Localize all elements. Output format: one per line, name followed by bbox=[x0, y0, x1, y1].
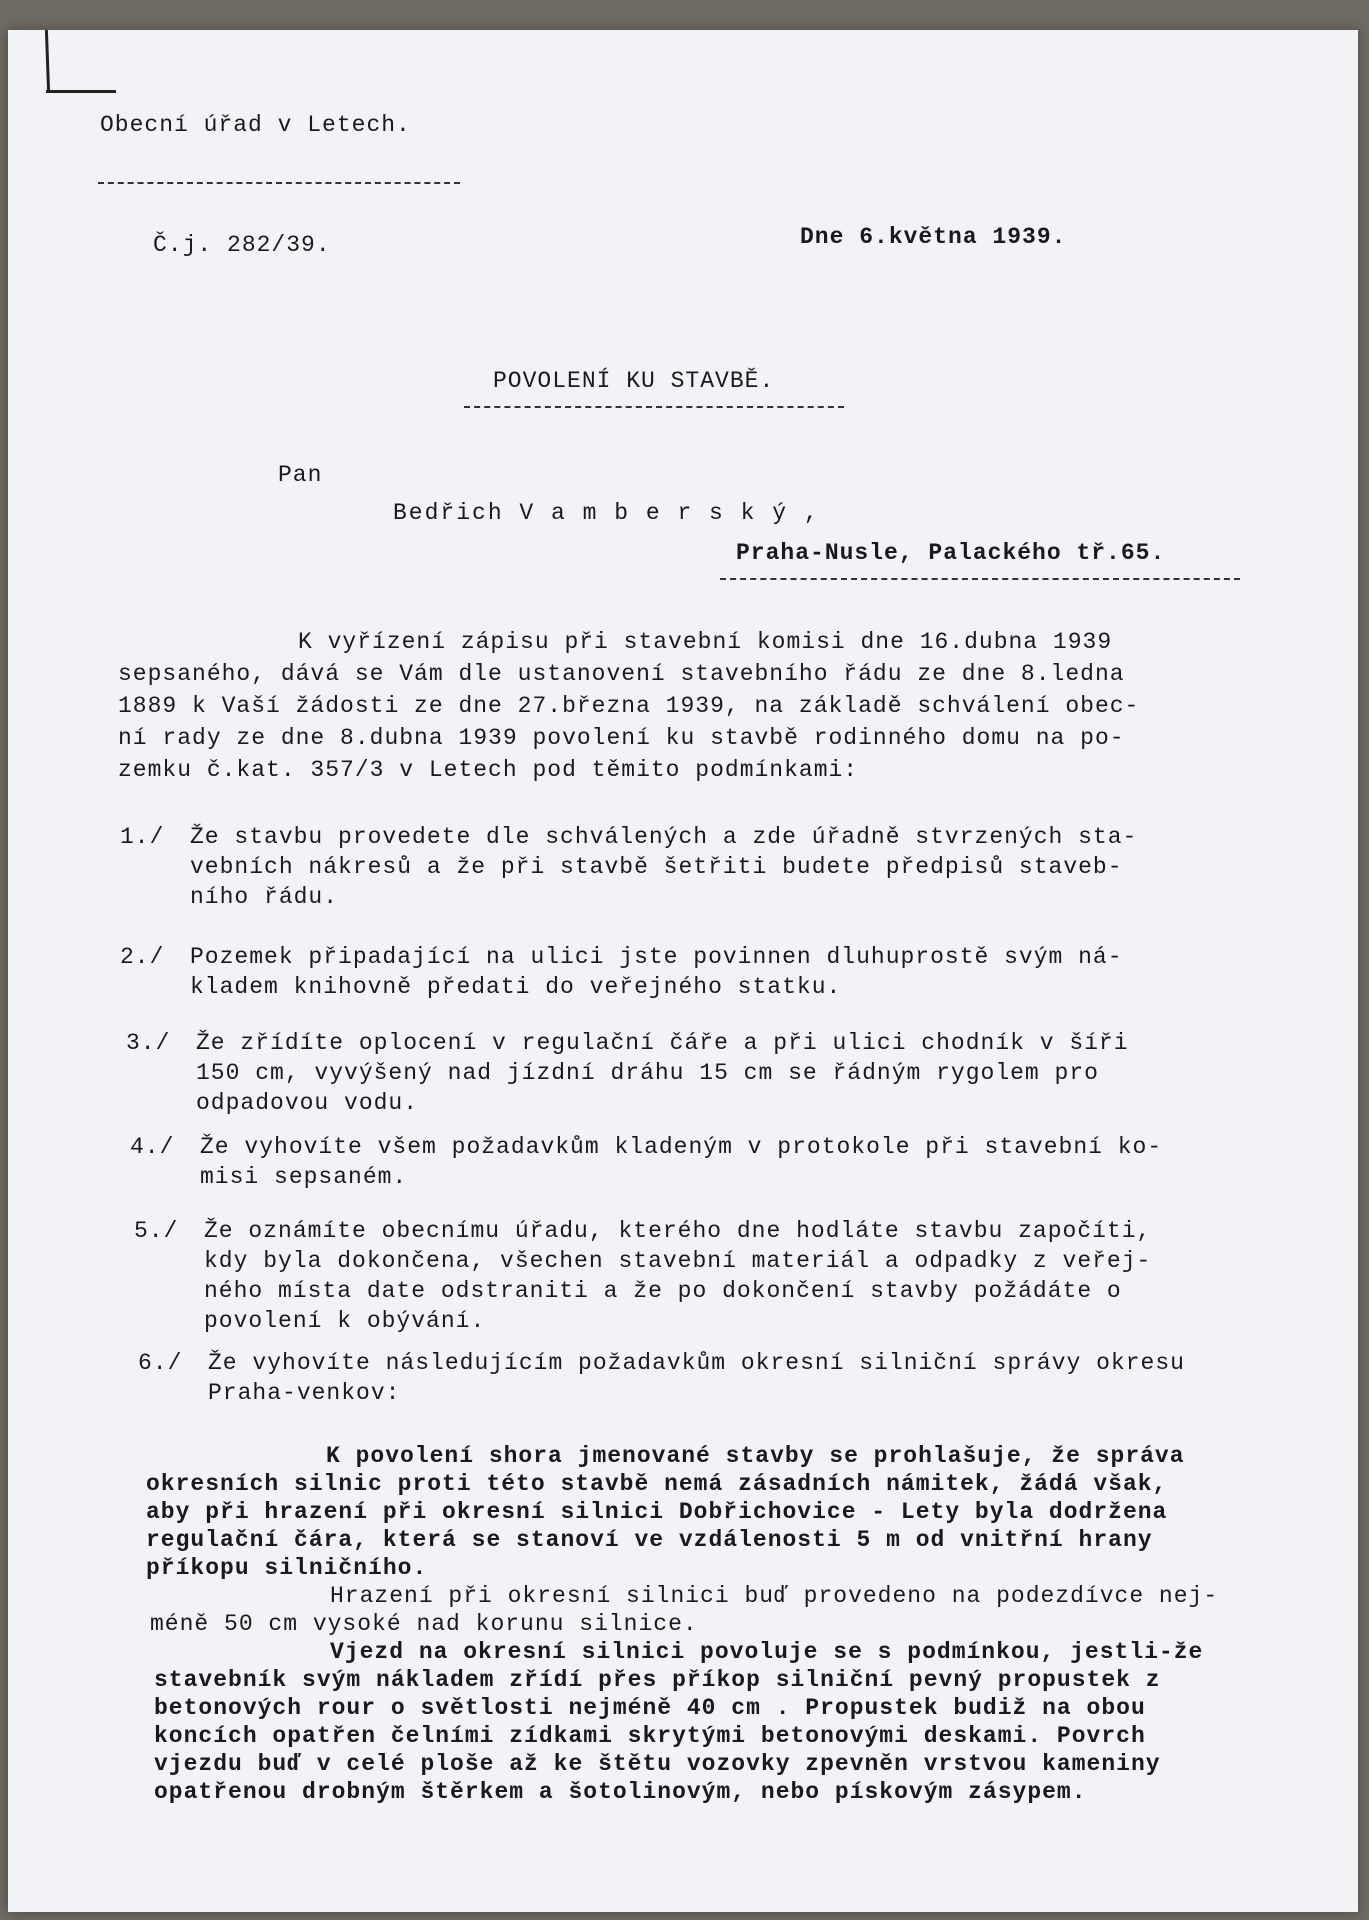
title-underline bbox=[464, 406, 844, 408]
condition-line: Praha-venkov: bbox=[208, 1380, 401, 1406]
handwritten-corner-mark bbox=[45, 30, 50, 92]
road-line: Hrazení při okresní silnici buď provedeno na podezdívce nej- bbox=[330, 1583, 1219, 1609]
condition-line: ního řádu. bbox=[190, 884, 339, 910]
road-line: aby při hrazení při okresní silnici Dobřichovice - Lety byla dodržena bbox=[146, 1499, 1168, 1525]
road-line: vjezdu buď v celé ploše až ke štětu vozovky zpevněn vrstvou kameniny bbox=[154, 1751, 1161, 1777]
condition-line: kladem knihovně předati do veřejného statku. bbox=[190, 974, 842, 1000]
handwritten-corner-mark-underline bbox=[46, 90, 116, 93]
condition-number: 4./ bbox=[130, 1134, 175, 1160]
condition-line: Že vyhovíte následujícím požadavkům okresní silniční správy okresu bbox=[208, 1350, 1185, 1376]
condition-line: odpadovou vodu. bbox=[196, 1090, 419, 1116]
road-line: K povolení shora jmenované stavby se prohlašuje, že správa bbox=[326, 1443, 1185, 1469]
office-underline bbox=[98, 182, 460, 184]
document-page bbox=[8, 30, 1358, 1912]
office-name: Obecní úřad v Letech. bbox=[100, 112, 411, 138]
document-title: POVOLENÍ KU STAVBĚ. bbox=[493, 368, 775, 394]
condition-line: 150 cm, vyvýšený nad jízdní dráhu 15 cm se řádným rygolem pro bbox=[196, 1060, 1099, 1086]
condition-line: povolení k obývání. bbox=[204, 1308, 486, 1334]
addressee-name: Bedřich V a m b e r s k ý , bbox=[393, 500, 820, 526]
road-line: okresních silnic proti této stavbě nemá zásadních námitek, žádá však, bbox=[146, 1471, 1168, 1497]
condition-number: 3./ bbox=[126, 1030, 171, 1056]
addressee-address: Praha-Nusle, Palackého tř.65. bbox=[736, 540, 1166, 566]
condition-line: vebních nákresů a že při stavbě šetřiti budete předpisů staveb- bbox=[190, 854, 1123, 880]
condition-line: Že oznámíte obecnímu úřadu, kterého dne hodláte stavbu započíti, bbox=[204, 1218, 1152, 1244]
road-line: méně 50 cm vysoké nad korunu silnice. bbox=[150, 1611, 698, 1637]
intro-line: zemku č.kat. 357/3 v Letech pod těmito podmínkami: bbox=[118, 757, 859, 783]
road-line: koncích opatřen čelními zídkami skrytými betonovými deskami. Povrch bbox=[154, 1723, 1146, 1749]
condition-line: misi sepsaném. bbox=[200, 1164, 408, 1190]
condition-number: 6./ bbox=[138, 1350, 183, 1376]
condition-line: ného místa date odstraniti a že po dokončení stavby požádáte o bbox=[204, 1278, 1122, 1304]
road-line: stavebník svým nákladem zřídí přes příkop silniční pevný propustek z bbox=[154, 1667, 1161, 1693]
addressee-salutation: Pan bbox=[278, 462, 323, 488]
condition-number: 5./ bbox=[134, 1218, 179, 1244]
condition-line: kdy byla dokončena, všechen stavební materiál a odpadky z veřej- bbox=[204, 1248, 1152, 1274]
intro-line: 1889 k Vaší žádosti ze dne 27.března 1939, na základě schválení obec- bbox=[118, 693, 1140, 719]
intro-line: sepsaného, dává se Vám dle ustanovení stavebního řádu ze dne 8.ledna bbox=[118, 661, 1125, 687]
condition-line: Že vyhovíte všem požadavkům kladeným v protokole při stavební ko- bbox=[200, 1134, 1163, 1160]
intro-line: K vyřízení zápisu při stavební komisi dne 16.dubna 1939 bbox=[298, 629, 1113, 655]
address-underline bbox=[720, 578, 1240, 580]
condition-line: Pozemek připadající na ulici jste povinnen dluhuprostě svým ná- bbox=[190, 944, 1123, 970]
road-line: regulační čára, která se stanoví ve vzdálenosti 5 m od vnitřní hrany bbox=[146, 1527, 1153, 1553]
road-line: opatřenou drobným štěrkem a šotolinovým, nebo pískovým zásypem. bbox=[154, 1779, 1087, 1805]
intro-line: ní rady ze dne 8.dubna 1939 povolení ku stavbě rodinného domu na po- bbox=[118, 725, 1125, 751]
condition-number: 1./ bbox=[120, 824, 165, 850]
road-line: Vjezd na okresní silnici povoluje se s podmínkou, jestli-že bbox=[330, 1639, 1204, 1665]
condition-line: Že stavbu provedete dle schválených a zde úřadně stvrzených sta- bbox=[190, 824, 1138, 850]
road-line: betonových rour o světlosti nejméně 40 cm . Propustek budiž na obou bbox=[154, 1695, 1146, 1721]
condition-number: 2./ bbox=[120, 944, 165, 970]
road-line: příkopu silničního. bbox=[146, 1555, 428, 1581]
reference-number: Č.j. 282/39. bbox=[153, 232, 331, 258]
condition-line: Že zřídíte oplocení v regulační čáře a při ulici chodník v šíři bbox=[196, 1030, 1129, 1056]
document-date: Dne 6.května 1939. bbox=[800, 224, 1067, 250]
